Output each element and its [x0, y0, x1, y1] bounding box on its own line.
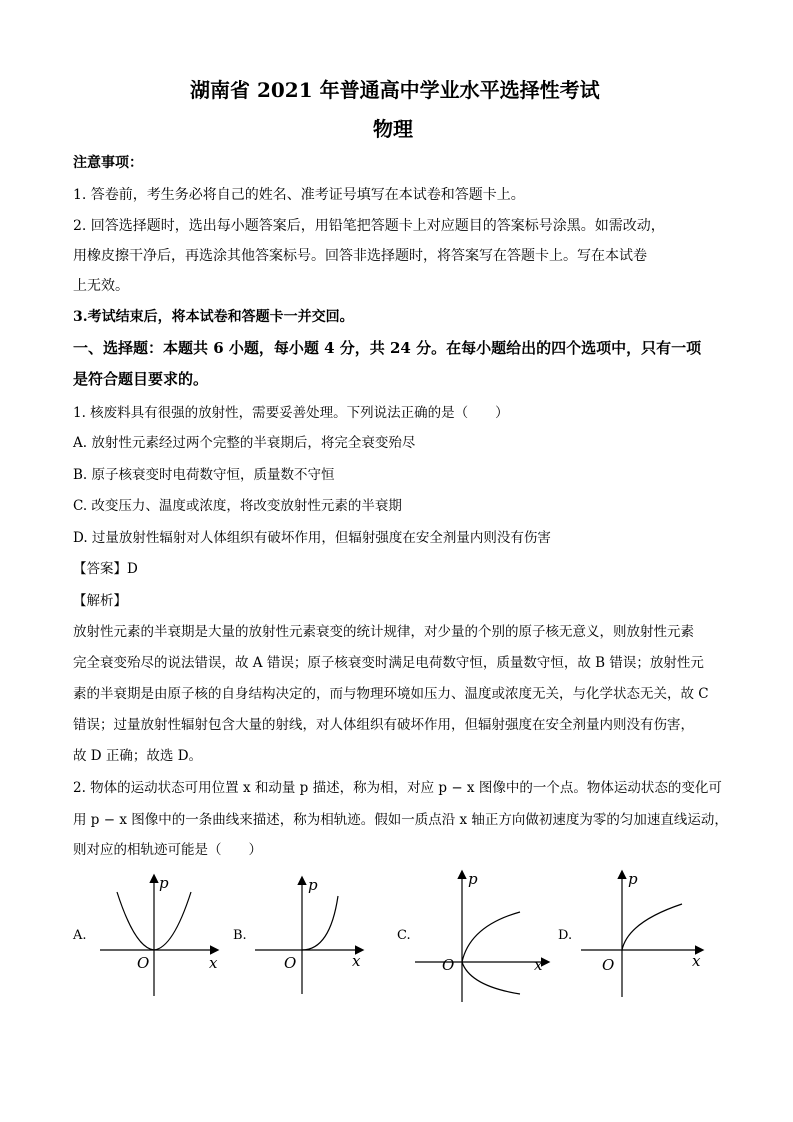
q1-analysis-line: 故 D 正确；故选 D。 [73, 748, 203, 764]
q2-option-b-label: B. [233, 928, 247, 943]
origin-label: O [284, 954, 297, 972]
axis-x-label: x [534, 956, 543, 974]
exam-title: 湖南省 2021 年普通高中学业水平选择性考试 [190, 78, 600, 102]
q2-stem-line-3: 则对应的相轨迹可能是（ ） [73, 842, 262, 858]
q1-analysis-line: 错误；过量放射性辐射包含大量的射线，对人体组织有破坏作用，但辐射强度在安全剂量内则没有伤害， [73, 717, 694, 733]
notice-item-3: 3.考试结束后，将本试卷和答题卡一并交回。 [73, 309, 354, 325]
q2-option-b-graph [250, 872, 370, 1002]
origin-label: O [442, 956, 455, 974]
axis-p-label: p [468, 870, 478, 888]
section-heading-line-1: 一、选择题：本题共 6 小题，每小题 4 分，共 24 分。在每小题给出的四个选项中，只有一项 [73, 339, 702, 357]
q1-option-d: D. 过量放射性辐射对人体组织有破坏作用，但辐射强度在安全剂量内则没有伤害 [73, 530, 551, 546]
axis-p-label: p [159, 874, 169, 892]
q1-analysis-line: 素的半衰期是由原子核的自身结构决定的，而与物理环境如压力、温度或浓度无关，与化学状态无关，故 C [73, 686, 709, 702]
notice-item-2-line-3: 上无效。 [73, 278, 129, 294]
q1-analysis-label: 【解析】 [73, 593, 127, 609]
axis-p-label: p [308, 876, 318, 894]
notice-item-2-line-2: 用橡皮擦干净后，再选涂其他答案标号。回答非选择题时，将答案写在答题卡上。写在本试卷 [73, 248, 647, 264]
q1-analysis-line: 放射性元素的半衰期是大量的放射性元素衰变的统计规律，对少量的个别的原子核无意义，则放射性元素 [73, 624, 694, 640]
q1-option-b: B. 原子核衰变时电荷数守恒，质量数不守恒 [73, 467, 335, 483]
q2-stem-line-2: 用 p − x 图像中的一条曲线来描述，称为相轨迹。假如一质点沿 x 轴正方向做初速度为零的匀加速直线运动， [73, 812, 728, 828]
axis-x-label: x [352, 952, 361, 970]
q1-analysis-line: 完全衰变殆尽的说法错误，故 A 错误；原子核衰变时满足电荷数守恒，质量数守恒，故 B 错误；放射性元 [73, 655, 704, 671]
q1-answer: 【答案】D [73, 561, 138, 577]
section-heading-line-2: 是符合题目要求的。 [73, 370, 209, 388]
axis-p-label: p [628, 870, 638, 888]
origin-label: O [602, 956, 615, 974]
notice-heading: 注意事项： [73, 155, 143, 171]
q2-option-a-graph [95, 870, 230, 1000]
q2-option-c-graph [410, 866, 555, 1006]
exam-subject: 物理 [373, 117, 413, 141]
q2-option-d-label: D. [558, 928, 573, 943]
q2-option-d-graph [576, 866, 711, 1001]
notice-item-1: 1. 答卷前，考生务必将自己的姓名、准考证号填写在本试卷和答题卡上。 [73, 187, 525, 203]
origin-label: O [137, 954, 150, 972]
q1-stem: 1. 核废料具有很强的放射性，需要妥善处理。下列说法正确的是（ ） [73, 405, 509, 421]
q2-stem-line-1: 2. 物体的运动状态可用位置 x 和动量 p 描述，称为相，对应 p − x 图像中的一个点。物体运动状态的变化可 [73, 780, 722, 796]
q1-option-c: C. 改变压力、温度或浓度，将改变放射性元素的半衰期 [73, 498, 402, 514]
q1-option-a: A. 放射性元素经过两个完整的半衰期后，将完全衰变殆尽 [73, 435, 416, 451]
q2-option-c-label: C. [397, 928, 411, 943]
q2-option-a-label: A. [73, 928, 87, 943]
axis-x-label: x [209, 954, 218, 972]
axis-x-label: x [692, 952, 701, 970]
notice-item-2-line-1: 2. 回答选择题时，选出每小题答案后，用铅笔把答题卡上对应题目的答案标号涂黑。如需改动， [73, 218, 665, 234]
